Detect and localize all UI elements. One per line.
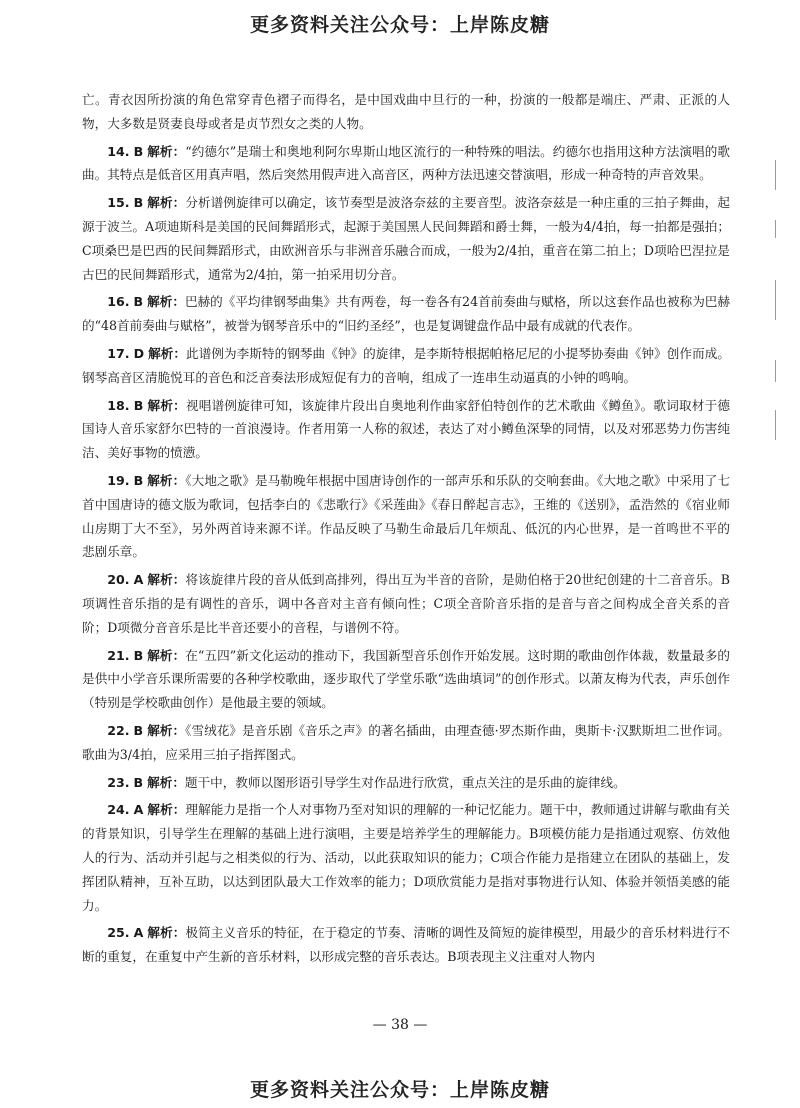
answer-letter: B [133,143,144,159]
question-number: 16. [107,294,130,310]
question-number: 17. [107,345,130,361]
explanation-label: 解析： [147,774,185,790]
answer-letter: D [133,345,145,361]
answer-item [82,191,730,286]
explanation-label: 解析： [147,294,185,310]
answer-explanations [82,88,730,973]
answer-letter: A [133,925,144,941]
explanation-text: 极简主义音乐的特征，在于稳定的节奏、清晰的调性及简短的旋律模型，用最少的音乐材料进行不断的重复，在重复中产生新的音乐材料，以形成完整的音乐表达。B项表现主义注重对人物内 [82,925,730,965]
explanation-label: 解析： [147,802,186,818]
question-number: 21. [107,647,130,663]
explanation-label: 解析： [147,195,186,211]
answer-item [82,568,730,639]
footer-banner: 更多资料关注公众号：上岸陈皮糖 [249,1079,550,1101]
answer-letter: B [133,774,144,790]
answer-item [82,290,730,338]
explanation-label: 解析： [148,345,187,361]
explanation-label: 解析： [147,925,186,941]
explanation-label: 解析： [147,647,186,663]
question-number: 15. [107,195,130,211]
answer-item [82,771,730,795]
explanation-label: 解析： [147,472,186,488]
intro-paragraph: 亡。青衣因所扮演的角色常穿青色褶子而得名，是中国戏曲中旦行的一种，扮演的一般都是端庄、严肃、正派的人物，大多数是贤妻良母或者是贞节烈女之类的人物。 [82,92,730,131]
explanation-text: 理解能力是指一个人对事物乃至对知识的理解的一种记忆能力。题干中，教师通过讲解与歌曲有关的背景知识，引导学生在理解的基础上进行演唱，主要是培养学生的理解能力。B项模仿能力是指通过观察、仿效他人的行为、活动并引起与之相类似的行为、活动，以此获取知识的能力；C项合作能力是指建立在团队的基础上，发挥团队精神，互补互助，以达到团队最大工作效率的能力；D项欣赏能力是指对事物进行认知、体验并领悟美感的能力。 [82,802,730,913]
answer-letter: B [133,294,144,310]
header-banner: 更多资料关注公众号：上岸陈皮糖 [249,14,550,36]
answer-letter: B [133,397,144,413]
answer-item [82,798,730,917]
question-number: 24. [107,802,130,818]
explanation-text: 题干中，教师以图形语引导学生对作品进行欣赏，重点关注的是乐曲的旋律线。 [184,774,626,790]
answer-item [82,469,730,564]
answer-item [82,140,730,188]
explanation-label: 解析： [147,143,186,159]
answer-item [82,342,730,390]
answer-letter: A [133,572,144,588]
scan-edge-marks [775,160,778,440]
explanation-text: 《雪绒花》是音乐剧《音乐之声》的著名插曲，由理查德·罗杰斯作曲，奥斯卡·汉默斯坦二世作词。歌曲为3/4拍，应采用三拍子指挥图式。 [82,722,730,762]
answer-list [82,140,730,969]
answer-item [82,921,730,969]
explanation-text: 巴赫的《平均律钢琴曲集》共有两卷，每一卷各有24首前奏曲与赋格，所以这套作品也被称为巴赫的“48首前奏曲与赋格”，被誉为钢琴音乐中的“旧约圣经”，也是复调键盘作品中最有成就的代表作。 [82,294,730,334]
explanation-text: 《大地之歌》是马勒晚年根据中国唐诗创作的一部声乐和乐队的交响套曲。《大地之歌》中采用了七首中国唐诗的德文版为歌词，包括李白的《悲歌行》《采莲曲》《春日醉起言志》，王维的《送别》，孟浩然的《宿业师山房期丁大不至》，另外两首诗来源不详。作品反映了马勒生命最后几年烦乱、低沉的内心世界，是一首鸣世不平的悲剧乐章。 [82,472,730,560]
page-number: — 38 — [372,1017,428,1033]
question-number: 22. [107,722,130,738]
explanation-text: 此谱例为李斯特的钢琴曲《钟》的旋律，是李斯特根据帕格尼尼的小提琴协奏曲《钟》创作而成。钢琴高音区清脆悦耳的音色和泛音奏法形成短促有力的音响，组成了一连串生动逼真的小钟的鸣响。 [82,345,730,385]
explanation-label: 解析： [147,572,186,588]
answer-letter: B [133,195,144,211]
answer-item [82,719,730,767]
question-number: 19. [107,472,130,488]
question-number: 14. [107,143,130,159]
answer-item [82,394,730,465]
answer-letter: B [133,647,144,663]
answer-letter: B [133,722,144,738]
explanation-label: 解析： [147,397,186,413]
explanation-text: 分析谱例旋律可以确定，该节奏型是波洛奈兹的主要音型。波洛奈兹是一种庄重的三拍子舞曲，起源于波兰。A项迪斯科是美国的民间舞蹈形式，起源于美国黑人民间舞蹈和爵士舞，一般为4/4拍，每一拍都是强拍；C项桑巴是巴西的民间舞蹈形式，由欧洲音乐与非洲音乐融合而成，一般为2/4拍，重音在第二拍上；D项哈巴涅拉是古巴的民间舞蹈形式，通常为2/4拍，第一拍采用切分音。 [82,195,731,282]
question-number: 20. [107,572,130,588]
question-number: 18. [107,397,130,413]
explanation-text: 将该旋律片段的音从低到高排列，得出互为半音的音阶，是勋伯格于20世纪创建的十二音音乐。B项调性音乐指的是有调性的音乐，调中各音对主音有倾向性；C项全音阶音乐指的是音与音之间构成全音关系的音阶；D项微分音音乐是比半音还要小的音程，与谱例不符。 [82,572,730,635]
question-number: 25. [107,925,130,941]
explanation-label: 解析： [147,722,186,738]
question-number: 23. [107,774,130,790]
answer-item [82,644,730,715]
answer-letter: A [133,802,144,818]
explanation-text: “约德尔”是瑞士和奥地利阿尔卑斯山地区流行的一种特殊的唱法。约德尔也指用这种方法演唱的歌曲。其特点是低音区用真声唱，然后突然用假声进入高音区，两种方法迅速交替演唱，形成一种奇特的声音效果。 [82,143,730,183]
answer-letter: B [133,472,144,488]
explanation-text: 在“五四”新文化运动的推动下，我国新型音乐创作开始发展。这时期的歌曲创作体裁，数量最多的是供中小学音乐课所需要的各种学校歌曲，逐步取代了学堂乐歌“选曲填词”的创作形式。以萧友梅为代表，声乐创作（特别是学校歌曲创作）是他最主要的领域。 [82,647,730,711]
explanation-text: 视唱谱例旋律可知，该旋律片段出自奥地利作曲家舒伯特创作的艺术歌曲《鳟鱼》。歌词取材于德国诗人音乐家舒尔巴特的一首浪漫诗。作者用第一人称的叙述，表达了对小鳟鱼深挚的同情，以及对邪恶势力伤害纯洁、美好事物的愤懑。 [82,397,730,461]
